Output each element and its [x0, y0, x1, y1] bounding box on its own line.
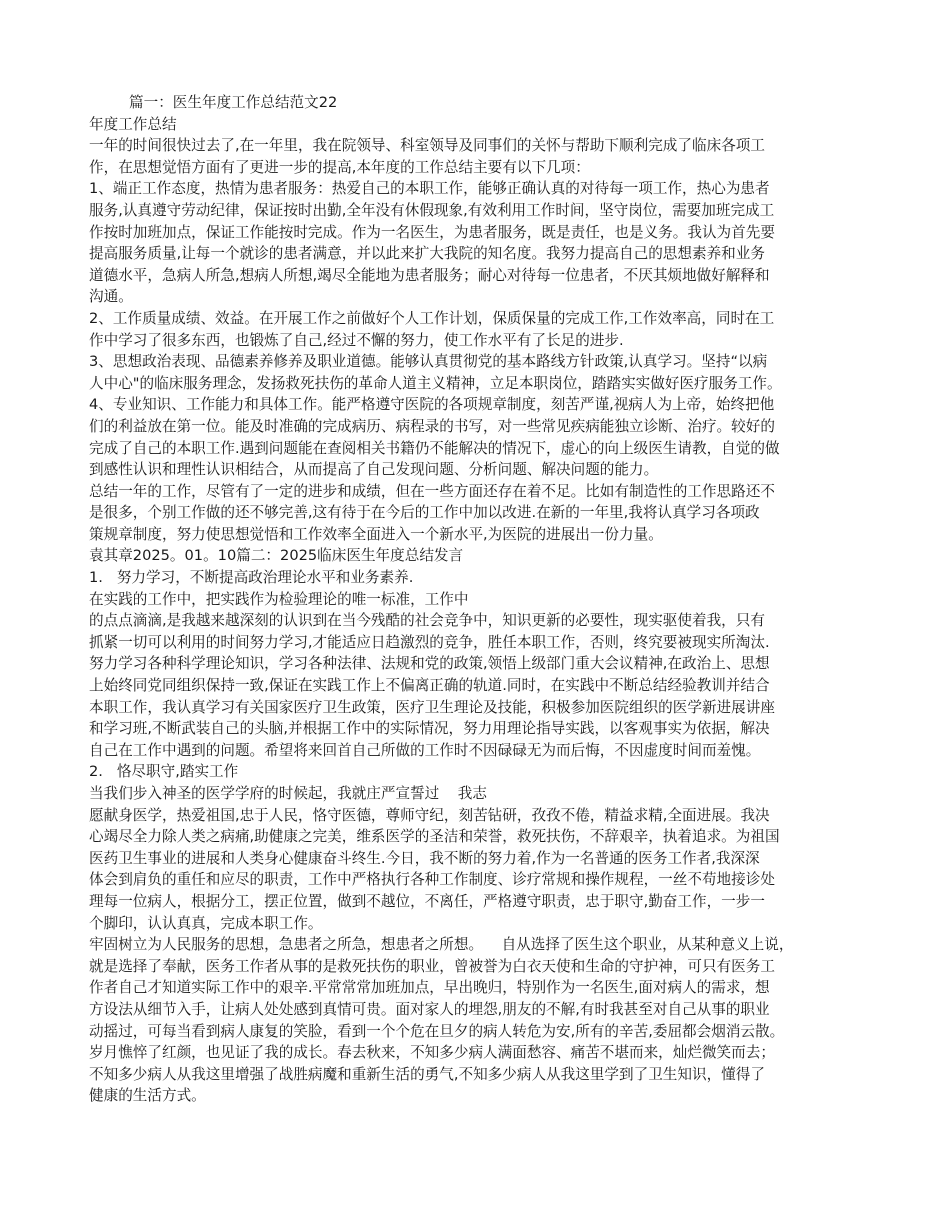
- text-line: 方设法从细节入手，让病人处处感到真情可贵。面对家人的埋怨,朋友的不解,有时我甚至对自己从事的职业: [89, 1000, 770, 1018]
- text-line: 到感性认识和理性认识相结合，从而提高了自己发现问题、分析问题、解决问题的能力。: [89, 461, 659, 479]
- text-line: 不知多少病人从我这里增强了战胜病魔和重新生活的勇气,不知多少病人从我这里学到了卫生知识，懂得了: [89, 1065, 765, 1083]
- text-line: 作按时加班加点，保证工作能按时完成。作为一名医生，为患者服务，既是责任，也是义务。我认为首先要: [89, 223, 775, 241]
- text-line: 作中学习了很多东西，也锻炼了自己,经过不懈的努力，使工作水平有了长足的进步.: [89, 331, 624, 349]
- text-line: 动摇过，可每当看到病人康复的笑脸，看到一个个危在旦夕的病人转危为安,所有的辛苦,委屈都会烟消云散。: [89, 1022, 785, 1040]
- text-line: 3、思想政治表现、品德素养修养及职业道德。能够认真贯彻党的基本路线方针政策,认真学习。坚持“以病: [89, 353, 768, 371]
- text-line: 2、工作质量成绩、效益。在开展工作之前做好个人工作计划，保质保量的完成工作,工作效率高，同时在工: [89, 309, 775, 327]
- text-line: 牢固树立为人民服务的思想，急患者之所急，想患者之所想。 自从选择了医生这个职业，从某种意义上说，: [89, 936, 794, 954]
- text-line: 服务,认真遵守劳动纪律，保证按时出勤,全年没有休假现象,有效利用工作时间，坚守岗位，需要加班完成工: [89, 201, 775, 219]
- text-line: 当我们步入神圣的医学学府的时候起，我就庄严宣誓过 我志: [89, 785, 487, 802]
- text-line: 在实践的工作中，把实践作为检验理论的唯一标准，工作中: [89, 590, 469, 608]
- text-line: 的点点滴滴,是我越来越深刻的认识到在当今残酷的社会竞争中，知识更新的必要性，现实驱使着我，只有: [89, 612, 765, 630]
- text-line: 体会到肩负的重任和应尽的职责，工作中严格执行各种工作制度、诊疗常规和操作规程，一丝不苟地接诊处: [89, 871, 775, 889]
- text-line: 2. 恪尽职守,踏实工作: [89, 763, 239, 781]
- document-body: [89, 92, 869, 1107]
- text-line: 4、专业知识、工作能力和具体工作。能严格遵守医院的各项规章制度，刻苦严谨,视病人为上帝，始终把他: [89, 396, 775, 414]
- text-line: 提高服务质量,让每一个就诊的患者满意，并以此来扩大我院的知名度。我努力提高自己的思想素养和业务: [89, 245, 765, 263]
- text-line: 策规章制度，努力使思想觉悟和工作效率全面进入一个新水平,为医院的进展出一份力量。: [89, 525, 663, 543]
- text-line: 岁月憔悴了红颜，也见证了我的成长。春去秋来，不知多少病人满面愁容、痛苦不堪而来，灿烂微笑而去；: [89, 1044, 775, 1062]
- text-line: 作者自己才知道实际工作中的艰辛.平常常常加班加点，早出晚归，特别作为一名医生,面对病人的需求，想: [89, 979, 770, 997]
- text-line: 总结一年的工作，尽管有了一定的进步和成绩，但在一些方面还存在着不足。比如有制造性的工作思路还不: [89, 482, 775, 500]
- text-line: 沟通。: [89, 288, 133, 306]
- text-line: 1. 努力学习，不断提高政治理论水平和业务素养.: [89, 569, 414, 587]
- text-line: 心竭尽全力除人类之病痛,助健康之完美，维系医学的圣洁和荣誉，救死扶伤，不辞艰辛，执着追求。为祖国: [89, 828, 780, 846]
- text-line: 愿献身医学，热爱祖国,忠于人民，恪守医德，尊师守纪，刻苦钻研，孜孜不倦，精益求精,全面进展。我决: [89, 806, 770, 824]
- text-line: 们的利益放在第一位。能及时准确的完成病历、病程录的书写，对一些常见疾病能独立诊断、治疗。较好的: [89, 417, 775, 435]
- text-line: 本职工作，我认真学习有关国家医疗卫生政策，医疗卫生理论及技能，积极参加医院组织的医学新进展讲座: [89, 698, 775, 716]
- text-line: 健康的生活方式。: [89, 1087, 206, 1105]
- text-line: 袁其章2025。01。10篇二：2025临床医生年度总结发言: [89, 547, 464, 565]
- text-line: 道德水平，急病人所急,想病人所想,竭尽全能地为患者服务；耐心对待每一位患者，不厌其烦地做好解释和: [89, 266, 770, 284]
- text-line: 个脚印，认认真真，完成本职工作。: [89, 914, 323, 932]
- text-line: 1、端正工作态度，热情为患者服务：热爱自己的本职工作，能够正确认真的对待每一项工作，热心为患者: [89, 180, 770, 198]
- text-line: 一年的时间很快过去了,在一年里，我在院领导、科室领导及同事们的关怀与帮助下顺利完成了临床各项工: [89, 137, 765, 155]
- text-line: 医药卫生事业的进展和人类身心健康奋斗终生.今日，我不断的努力着,作为一名普通的医务工作者,我深深: [89, 849, 760, 867]
- text-line: 自己在工作中遇到的问题。希望将来回首自己所做的工作时不因碌碌无为而后悔，不因虚度时间而羞愧。: [89, 741, 761, 759]
- text-line: 年度工作总结: [89, 115, 177, 133]
- text-line: 作，在思想觉悟方面有了更进一步的提高,本年度的工作总结主要有以下几项：: [89, 158, 590, 176]
- text-line: 人中心"的临床服务理念，发扬救死扶伤的革命人道主义精神，立足本职岗位，踏踏实实做好医疗服务工作。: [89, 374, 782, 392]
- text-line: 是很多，个别工作做的还不够完善,这有待于在今后的工作中加以改进.在新的一年里,我将认真学习各项政: [89, 504, 760, 522]
- document-title: 篇一：医生年度工作总结范文22: [129, 94, 338, 111]
- text-line: 抓紧一切可以利用的时间努力学习,才能适应日趋激烈的竞争，胜任本职工作，否则，终究要被现实所淘汰.: [89, 633, 770, 651]
- text-line: 努力学习各种科学理论知识，学习各种法律、法规和党的政策,领悟上级部门重大会议精神,在政治上、思想: [89, 655, 770, 673]
- text-line: 和学习班,不断武装自己的头脑,并根据工作中的实际情况，努力用理论指导实践，以客观事实为依据，解决: [89, 720, 770, 738]
- text-line: 理每一位病人，根据分工，摆正位置，做到不越位，不离任，严格遵守职责，忠于职守,勤奋工作，一步一: [89, 892, 765, 910]
- text-line: 就是选择了奉献，医务工作者从事的是救死扶伤的职业，曾被誉为白衣天使和生命的守护神，可只有医务工: [89, 957, 775, 975]
- text-line: 完成了自己的本职工作.遇到问题能在查阅相关书籍仍不能解决的情况下，虚心的向上级医生请教，自觉的做: [89, 439, 780, 457]
- text-line: 上始终同党同组织保持一致,保证在实践工作上不偏离正确的轨道.同时，在实践中不断总结经验教训并结合: [89, 677, 770, 695]
